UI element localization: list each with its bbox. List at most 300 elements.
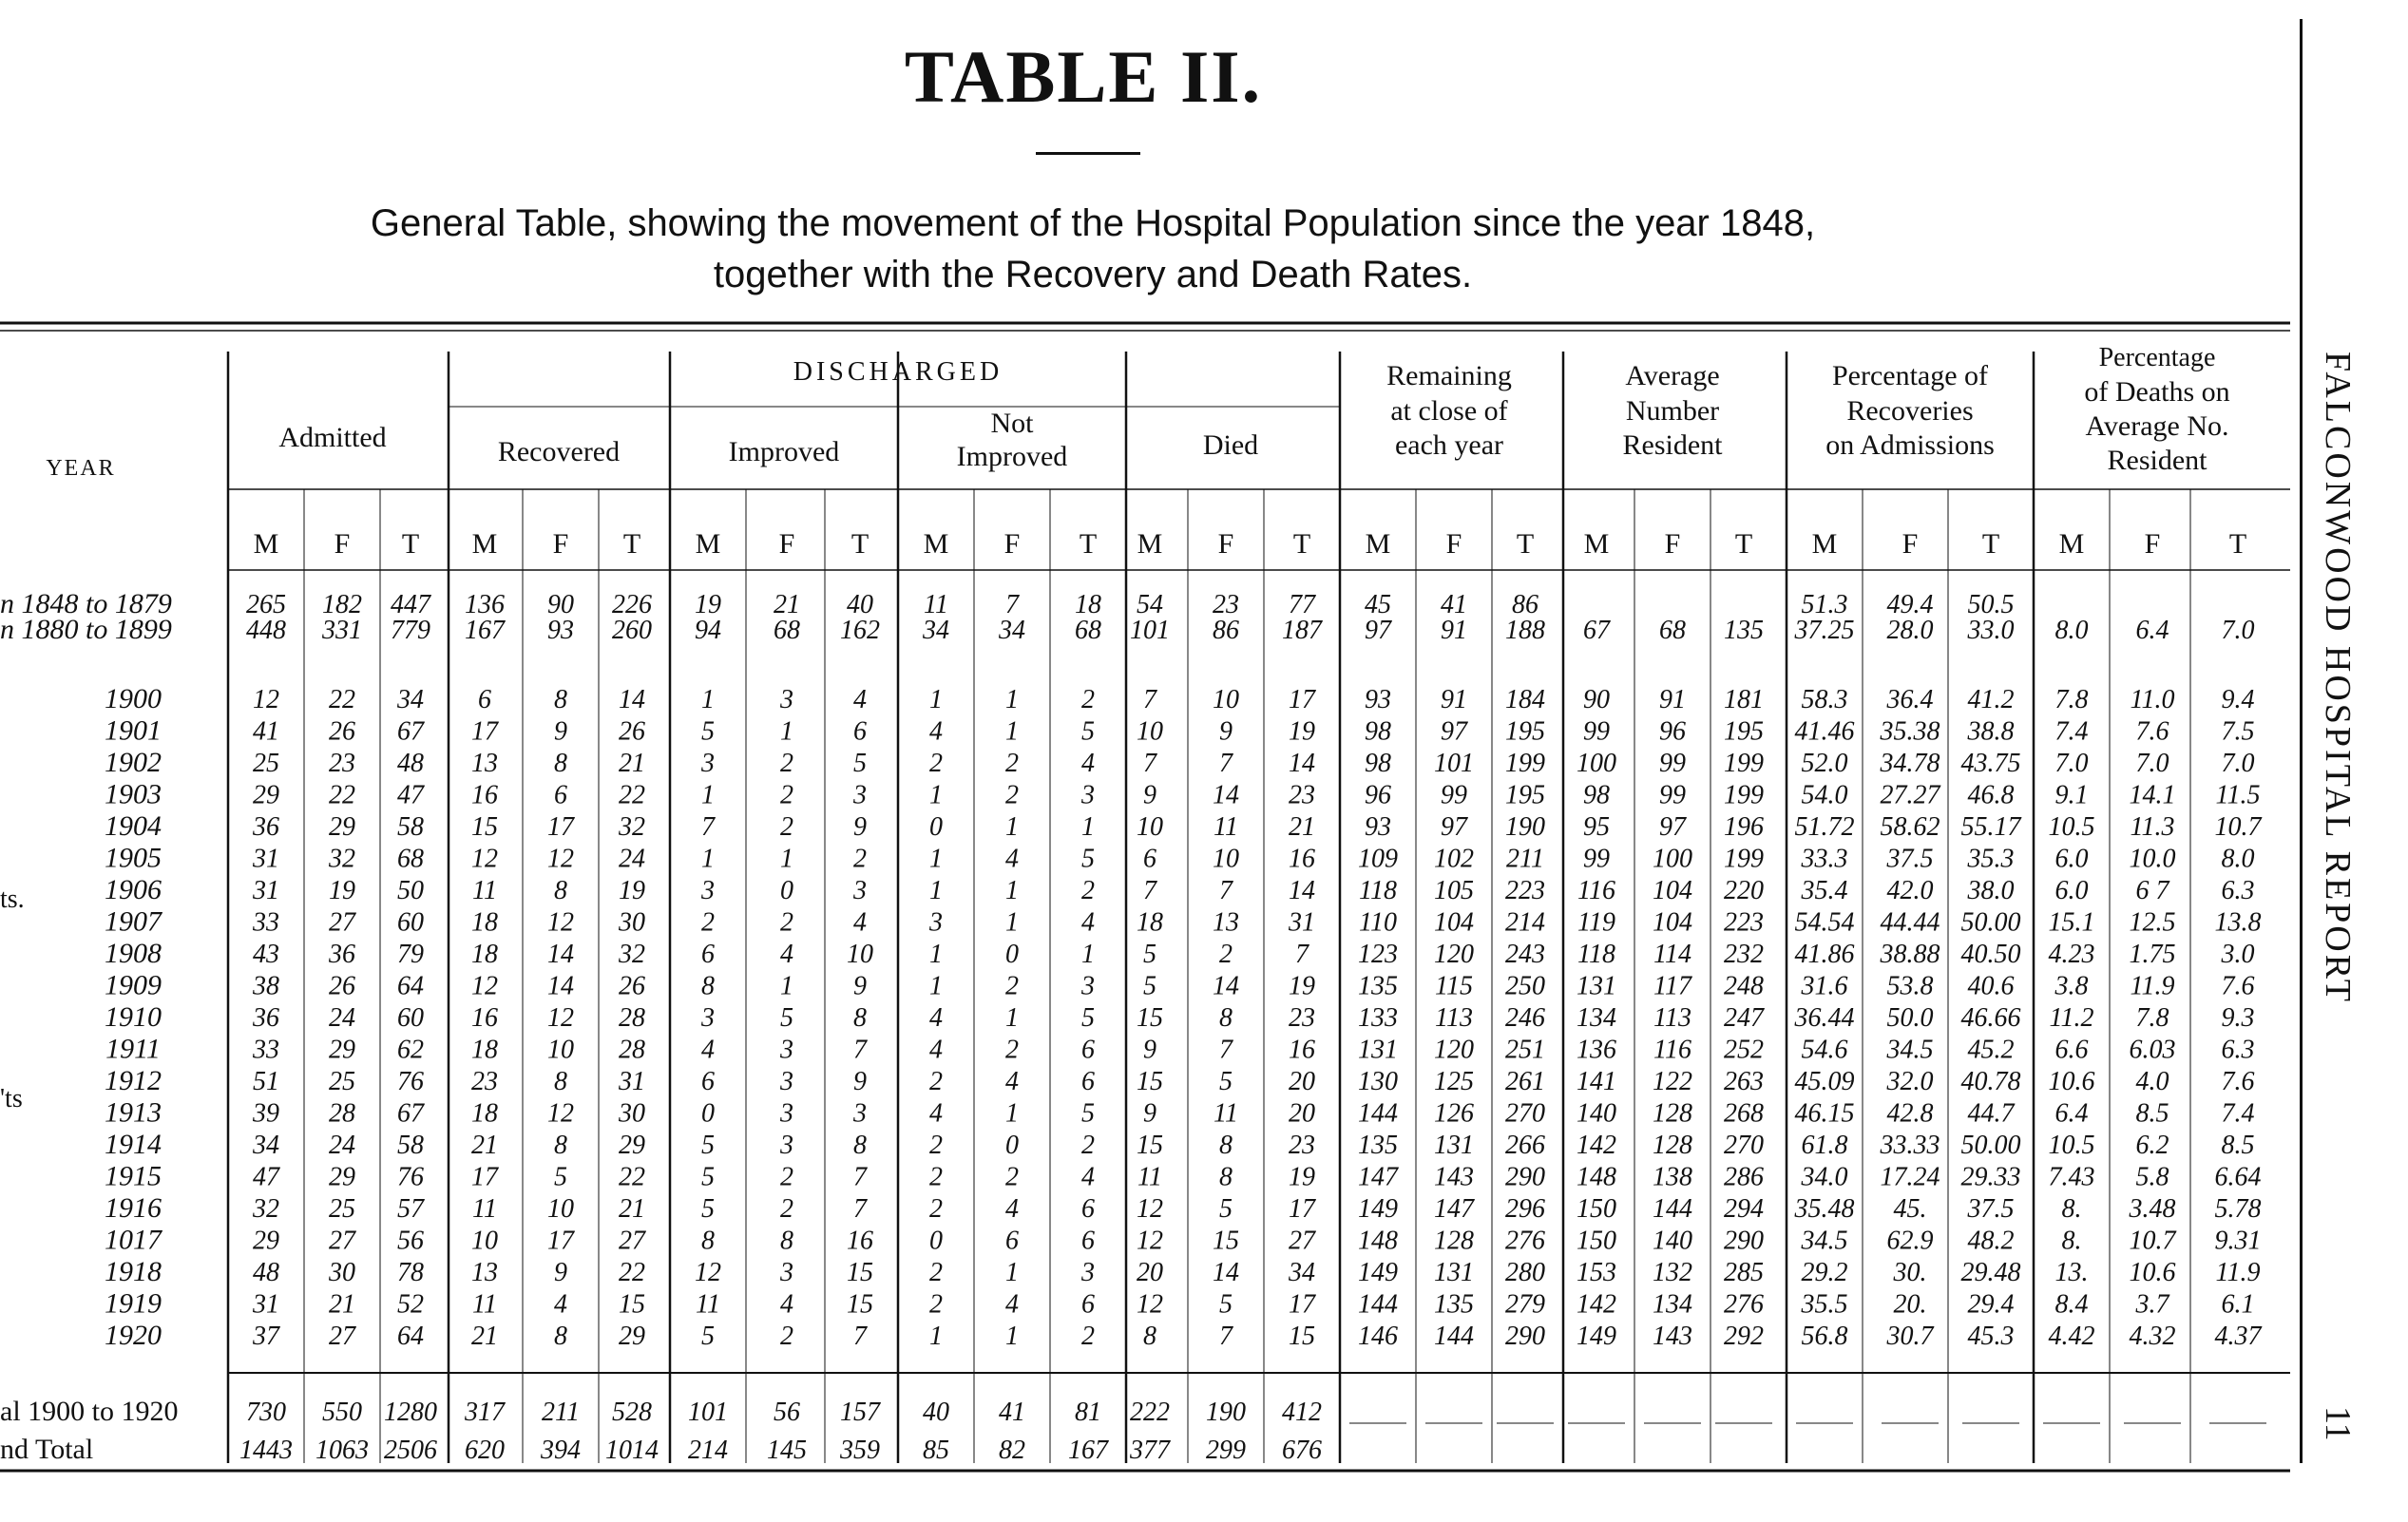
table-cell: 33 (253, 907, 279, 938)
table-cell: 12.5 (2129, 907, 2176, 938)
table-cell: 37.25 (1794, 616, 1855, 645)
table-cell: 116 (1577, 876, 1615, 905)
table-cell: 45 (1365, 590, 1391, 619)
table-cell: 3.0 (2221, 940, 2255, 969)
total-cell: 1063 (315, 1436, 369, 1465)
table-cell: 181 (1724, 685, 1764, 714)
table-cell: 188 (1505, 616, 1545, 645)
table-cell: 22 (619, 1162, 645, 1192)
row-year-label: 1903 (105, 778, 162, 810)
table-cell: 131 (1434, 1258, 1474, 1287)
table-cell: 6 7 (2135, 876, 2169, 905)
table-cell: 7.0 (2135, 749, 2169, 778)
table-cell: 276 (1724, 1289, 1764, 1320)
table-cell: 144 (1358, 1289, 1398, 1320)
row-year-label: 1915 (105, 1160, 162, 1192)
table-cell: 149 (1358, 1258, 1398, 1287)
total-cell: 81 (1075, 1398, 1101, 1427)
total-cell: 412 (1282, 1398, 1322, 1427)
table-cell: 4.37 (2214, 1322, 2262, 1351)
table-cell: 34.78 (1880, 749, 1940, 778)
table-cell: 48.2 (1967, 1226, 2015, 1256)
total-row-label: al 1900 to 1920 (0, 1396, 179, 1427)
table-cell: 120 (1434, 940, 1474, 969)
table-cell: 35.3 (1967, 844, 2015, 874)
table-cell: 7.0 (2221, 749, 2255, 778)
table-cell: 31 (619, 1067, 645, 1096)
discharged-header: DISCHARGED (793, 357, 1003, 387)
table-cell: 3 (1081, 971, 1095, 1001)
table-cell: 8 (554, 749, 567, 778)
table-cell: 33.0 (1967, 616, 2015, 645)
table-cell: 10 (547, 1035, 574, 1065)
table-cell: 13 (471, 1258, 498, 1287)
row-year-label: 1908 (105, 938, 162, 969)
table-cell: 133 (1358, 1003, 1398, 1033)
table-cell: 34 (923, 616, 949, 645)
table-cell: 2 (780, 907, 793, 938)
table-cell: 15 (619, 1289, 645, 1320)
table-cell: 34 (1289, 1258, 1315, 1287)
table-cell: 140 (1653, 1226, 1692, 1256)
table-cell: 8 (554, 1131, 567, 1160)
table-cell: 5 (1081, 844, 1095, 874)
table-cell: 40 (847, 590, 873, 619)
table-cell: 4 (1005, 1194, 1019, 1224)
table-cell: 8.0 (2221, 844, 2255, 874)
pct-death-header-4: Resident (2107, 445, 2207, 476)
table-cell: 11.2 (2049, 1003, 2094, 1033)
table-cell: 1 (1081, 940, 1095, 969)
table-cell: 1 (780, 716, 793, 747)
table-cell: 6.64 (2214, 1162, 2262, 1192)
table-cell: 196 (1724, 812, 1764, 842)
table-cell: 9 (853, 971, 867, 1001)
table-cell: 40.50 (1960, 940, 2021, 969)
table-cell: 8 (853, 1003, 867, 1033)
table-cell: 22 (619, 1258, 645, 1287)
table-cell: 2 (1005, 1162, 1019, 1192)
table-cell: 91 (1441, 616, 1467, 645)
table-cell: 14 (619, 685, 645, 714)
table-cell: 126 (1434, 1098, 1474, 1129)
table-cell: 17 (1289, 1289, 1315, 1320)
table-cell: 5 (1143, 971, 1156, 1001)
table-cell: 10 (1137, 716, 1163, 747)
table-cell: 13.8 (2214, 907, 2262, 938)
subheader-f: F (1445, 528, 1462, 560)
subtitle-line-2: together with the Recovery and Death Rates. (713, 254, 1473, 295)
table-cell: 7.4 (2221, 1098, 2255, 1129)
table-cell: 30 (329, 1258, 355, 1287)
table-cell: 2 (1081, 1131, 1095, 1160)
table-cell: 42.8 (1886, 1098, 1934, 1129)
table-cell: 5 (1219, 1194, 1233, 1224)
table-cell: 144 (1653, 1194, 1692, 1224)
table-cell: 95 (1583, 812, 1610, 842)
table-cell: 7 (1005, 590, 1019, 619)
table-cell: 142 (1577, 1131, 1616, 1160)
subheader-f: F (778, 528, 795, 560)
total-cell: 2506 (384, 1436, 437, 1465)
table-cell: 30.7 (1886, 1322, 1934, 1351)
subheader-t: T (622, 528, 641, 560)
table-cell: 104 (1434, 907, 1474, 938)
table-cell: 6 (1005, 1226, 1019, 1256)
table-cell: 21 (774, 590, 800, 619)
table-cell: 4 (1005, 1067, 1019, 1096)
table-cell: 247 (1724, 1003, 1764, 1033)
table-cell: 13 (1213, 907, 1239, 938)
table-cell: 5 (701, 1162, 715, 1192)
table-cell: 10.5 (2048, 812, 2095, 842)
table-cell: 49.4 (1886, 590, 1934, 619)
table-cell: 17 (471, 716, 498, 747)
table-cell: 32 (619, 812, 645, 842)
table-cell: 6.03 (2129, 1035, 2176, 1065)
row-year-label: 1907 (105, 905, 162, 938)
improved-header: Improved (728, 436, 840, 467)
table-cell: 26 (619, 716, 645, 747)
table-cell: 50.00 (1960, 1131, 2021, 1160)
table-cell: 131 (1434, 1131, 1474, 1160)
table-cell: 17 (1289, 1194, 1315, 1224)
total-cell: 40 (923, 1398, 949, 1427)
table-cell: 38.0 (1967, 876, 2015, 905)
table-cell: 3 (701, 876, 715, 905)
table-cell: 290 (1505, 1322, 1545, 1351)
table-cell: 5 (1081, 1003, 1095, 1033)
table-cell: 20. (1893, 1289, 1927, 1320)
table-cell: 38.88 (1880, 940, 1940, 969)
table-cell: 36.4 (1886, 685, 1934, 714)
table-cell: 134 (1577, 1003, 1616, 1033)
table-cell: 94 (695, 616, 721, 645)
subheader-t: T (401, 528, 420, 560)
table-cell: 19 (1289, 971, 1315, 1001)
table-cell: 46.15 (1794, 1098, 1855, 1129)
table-cell: 99 (1659, 780, 1686, 810)
table-cell: 4 (701, 1035, 715, 1065)
table-cell: 130 (1358, 1067, 1398, 1096)
table-cell: 4 (853, 685, 867, 714)
table-cell: 9.31 (2214, 1226, 2262, 1256)
table-cell: 8 (554, 1067, 567, 1096)
table-cell: 5 (853, 749, 867, 778)
table-cell: 14.1 (2129, 780, 2176, 810)
total-cell: 190 (1206, 1398, 1246, 1427)
table-cell: 195 (1505, 716, 1545, 747)
table-cell: 98 (1365, 749, 1391, 778)
table-cell: 8.5 (2221, 1131, 2255, 1160)
table-cell: 15.1 (2048, 907, 2095, 938)
table-cell: 148 (1358, 1226, 1398, 1256)
table-cell: 45.09 (1794, 1067, 1855, 1096)
table-cell: 10.6 (2048, 1067, 2095, 1096)
total-cell: 82 (999, 1436, 1025, 1465)
table-cell: 24 (329, 1131, 355, 1160)
table-cell: 14 (1213, 780, 1239, 810)
table-cell: 294 (1724, 1194, 1764, 1224)
remaining-header-2: at close of (1390, 395, 1508, 427)
table-cell: 8 (1143, 1322, 1156, 1351)
table-cell: 2 (929, 1131, 943, 1160)
table-cell: 48 (253, 1258, 279, 1287)
table-cell: 35.48 (1794, 1194, 1855, 1224)
table-cell: 6 (1081, 1226, 1095, 1256)
table-cell: 97 (1659, 812, 1686, 842)
table-cell: 118 (1577, 940, 1615, 969)
table-cell: 98 (1365, 716, 1391, 747)
table-cell: 23 (471, 1067, 498, 1096)
table-cell: 7 (853, 1162, 867, 1192)
table-cell: 13 (471, 749, 498, 778)
table-cell: 7 (1143, 749, 1156, 778)
table-cell: 3 (853, 1098, 867, 1129)
row-year-label: 1901 (105, 714, 162, 747)
table-cell: 5 (780, 1003, 793, 1033)
table-cell: 3 (780, 1035, 793, 1065)
table-cell: 252 (1724, 1035, 1764, 1065)
table-cell: 58.3 (1801, 685, 1848, 714)
table-cell: 2 (929, 1194, 943, 1224)
row-year-label: 1920 (105, 1320, 162, 1351)
subheader-f: F (1902, 528, 1919, 560)
table-cell: 28 (619, 1035, 645, 1065)
table-cell: 8 (1219, 1131, 1233, 1160)
row-year-label: 1916 (105, 1192, 162, 1224)
table-cell: 1 (701, 844, 715, 874)
subheader-m: M (2058, 528, 2085, 560)
table-cell: 90 (547, 590, 574, 619)
table-cell: 45.3 (1967, 1322, 2015, 1351)
table-cell: 4.0 (2135, 1067, 2169, 1096)
table-cell: 150 (1577, 1194, 1616, 1224)
table-cell: 1 (1005, 1258, 1019, 1287)
table-cell: 58 (397, 1131, 424, 1160)
subheader-f: F (1217, 528, 1234, 560)
table-cell: 8.4 (2054, 1289, 2089, 1320)
table-cell: 143 (1434, 1162, 1474, 1192)
table-cell: 162 (840, 616, 880, 645)
table-cell: 8.5 (2135, 1098, 2169, 1129)
table-cell: 141 (1577, 1067, 1616, 1096)
table-cell: 5 (701, 1322, 715, 1351)
table-cell: 0 (929, 1226, 943, 1256)
total-cell: 730 (246, 1398, 286, 1427)
table-cell: 7 (853, 1322, 867, 1351)
table-cell: 149 (1577, 1322, 1616, 1351)
table-cell: 3 (1081, 1258, 1095, 1287)
table-cell: 11 (472, 876, 497, 905)
table-cell: 29 (329, 812, 355, 842)
table-cell: 17 (471, 1162, 498, 1192)
table-cell: 134 (1653, 1289, 1692, 1320)
table-cell: 23 (329, 749, 355, 778)
table-cell: 50.00 (1960, 907, 2021, 938)
table-cell: 268 (1724, 1098, 1764, 1129)
table-cell: 7.6 (2221, 1067, 2255, 1096)
table-cell: 97 (1441, 812, 1467, 842)
table-cell: 4 (554, 1289, 567, 1320)
table-cell: 10.7 (2129, 1226, 2176, 1256)
table-cell: 15 (1137, 1003, 1163, 1033)
table-cell: 226 (612, 590, 652, 619)
recovered-header: Recovered (497, 436, 621, 467)
subheader-f: F (1664, 528, 1681, 560)
year-header: YEAR (46, 456, 116, 481)
table-cell: 33.33 (1880, 1131, 1940, 1160)
table-cell: 15 (1289, 1322, 1315, 1351)
table-cell: 8. (2061, 1226, 2082, 1256)
table-cell: 2 (1005, 1035, 1019, 1065)
table-cell: 1 (1005, 907, 1019, 938)
row-year-label: 1910 (105, 1001, 162, 1033)
table-cell: 93 (1365, 812, 1391, 842)
table-cell: 7.6 (2135, 716, 2169, 747)
table-cell: 9 (1143, 780, 1156, 810)
table-cell: 18 (1137, 907, 1163, 938)
table-cell: 7 (1219, 1035, 1233, 1065)
table-cell: 31.6 (1801, 971, 1848, 1001)
table-cell: 7 (1219, 1322, 1233, 1351)
table-cell: 7.6 (2221, 971, 2255, 1001)
table-cell: 104 (1653, 907, 1692, 938)
table-cell: 28 (619, 1003, 645, 1033)
table-cell: 144 (1434, 1322, 1474, 1351)
table-cell: 7 (1143, 876, 1156, 905)
table-cell: 18 (471, 940, 498, 969)
table-cell: 331 (322, 616, 362, 645)
table-cell: 34 (999, 616, 1025, 645)
table-cell: 10.7 (2214, 812, 2262, 842)
side-border (2300, 19, 2303, 1463)
table-cell: 114 (1653, 940, 1691, 969)
table-cell: 448 (246, 616, 286, 645)
table-cell: 11 (472, 1289, 497, 1320)
table-cell: 4 (780, 1289, 793, 1320)
table-cell: 4.23 (2048, 940, 2095, 969)
total-cell: 394 (541, 1436, 581, 1465)
table-cell: 2 (853, 844, 867, 874)
table-cell: 8 (701, 971, 715, 1001)
table-cell: 190 (1505, 812, 1545, 842)
table-cell: 6.3 (2221, 876, 2255, 905)
table-cell: 2 (780, 1194, 793, 1224)
table-cell: 6 (1081, 1067, 1095, 1096)
table-cell: 3 (780, 1131, 793, 1160)
table-cell: 4.32 (2129, 1322, 2176, 1351)
table-cell: 14 (1289, 749, 1315, 778)
table-cell: 9.1 (2054, 780, 2089, 810)
table-cell: 12 (547, 907, 574, 938)
table-cell: 4.42 (2048, 1322, 2095, 1351)
table-cell: 16 (471, 1003, 498, 1033)
table-cell: 54.0 (1801, 780, 1848, 810)
table-cell: 8 (853, 1131, 867, 1160)
total-cell: 145 (767, 1436, 807, 1465)
row-year-label: 1906 (105, 874, 162, 905)
total-cell: 157 (840, 1398, 880, 1427)
table-cell: 32 (329, 844, 355, 874)
subheader-t: T (2228, 528, 2247, 560)
table-cell: 12 (547, 1098, 574, 1129)
table-cell: 0 (1005, 1131, 1019, 1160)
table-cell: 51.72 (1794, 812, 1855, 842)
table-cell: 58 (397, 812, 424, 842)
table-cell: 62 (397, 1035, 424, 1065)
table-cell: 138 (1653, 1162, 1692, 1192)
table-cell: 136 (465, 590, 505, 619)
table-cell: 34.5 (1801, 1226, 1848, 1256)
table-cell: 16 (847, 1226, 873, 1256)
table-cell: 27 (329, 907, 355, 938)
table-cell: 2 (1081, 685, 1095, 714)
table-cell: 6 (1081, 1194, 1095, 1224)
table-cell: 128 (1434, 1226, 1474, 1256)
table-cell: 18 (1075, 590, 1101, 619)
table-cell: 100 (1577, 749, 1616, 778)
pct-death-header-2: of Deaths on (2084, 376, 2230, 408)
table-cell: 9 (554, 1258, 567, 1287)
table-cell: 76 (397, 1067, 424, 1096)
table-cell: 1 (1005, 1098, 1019, 1129)
table-cell: 4 (929, 1098, 943, 1129)
table-cell: 1.75 (2129, 940, 2176, 969)
table-cell: 195 (1505, 780, 1545, 810)
table-cell: 10 (1213, 685, 1239, 714)
table-cell: 3.8 (2054, 971, 2089, 1001)
table-cell: 5 (1143, 940, 1156, 969)
row-year-label: 1905 (105, 842, 162, 874)
total-cell: 222 (1130, 1398, 1170, 1427)
page-number: 11 (2318, 1406, 2358, 1441)
table-cell: 12 (1137, 1194, 1163, 1224)
subheader-m: M (1365, 528, 1391, 560)
row-year-label: 1017 (105, 1224, 162, 1256)
table-cell: 20 (1289, 1067, 1315, 1096)
table-cell: 7.43 (2048, 1162, 2095, 1192)
table-cell: 8 (1219, 1003, 1233, 1033)
table-cell: 7 (1219, 749, 1233, 778)
table-cell: 21 (619, 1194, 645, 1224)
table-cell: 29.48 (1960, 1258, 2021, 1287)
table-cell: 11 (1214, 1098, 1238, 1129)
table-cell: 3 (780, 1258, 793, 1287)
table-cell: 286 (1724, 1162, 1764, 1192)
table-cell: 153 (1577, 1258, 1616, 1287)
table-cell: 131 (1358, 1035, 1398, 1065)
table-cell: 11 (472, 1194, 497, 1224)
table-cell: 199 (1505, 749, 1545, 778)
table-cell: 3 (853, 876, 867, 905)
table-cell: 26 (619, 971, 645, 1001)
table-cell: 4 (780, 940, 793, 969)
remaining-header-3: each year (1394, 429, 1504, 461)
table-cell: 10 (1213, 844, 1239, 874)
table-cell: 54.6 (1801, 1035, 1848, 1065)
table-cell: 144 (1358, 1098, 1398, 1129)
table-cell: 19 (695, 590, 721, 619)
table-cell: 11 (1137, 1162, 1162, 1192)
table-cell: 1 (929, 844, 943, 874)
table-cell: 21 (1289, 812, 1315, 842)
table-cell: 6.0 (2054, 844, 2089, 874)
row-year-label: n 1848 to 1879 (0, 588, 172, 619)
table-cell: 167 (465, 616, 505, 645)
table-cell: 6.6 (2054, 1035, 2089, 1065)
table-cell: 211 (1506, 844, 1544, 874)
